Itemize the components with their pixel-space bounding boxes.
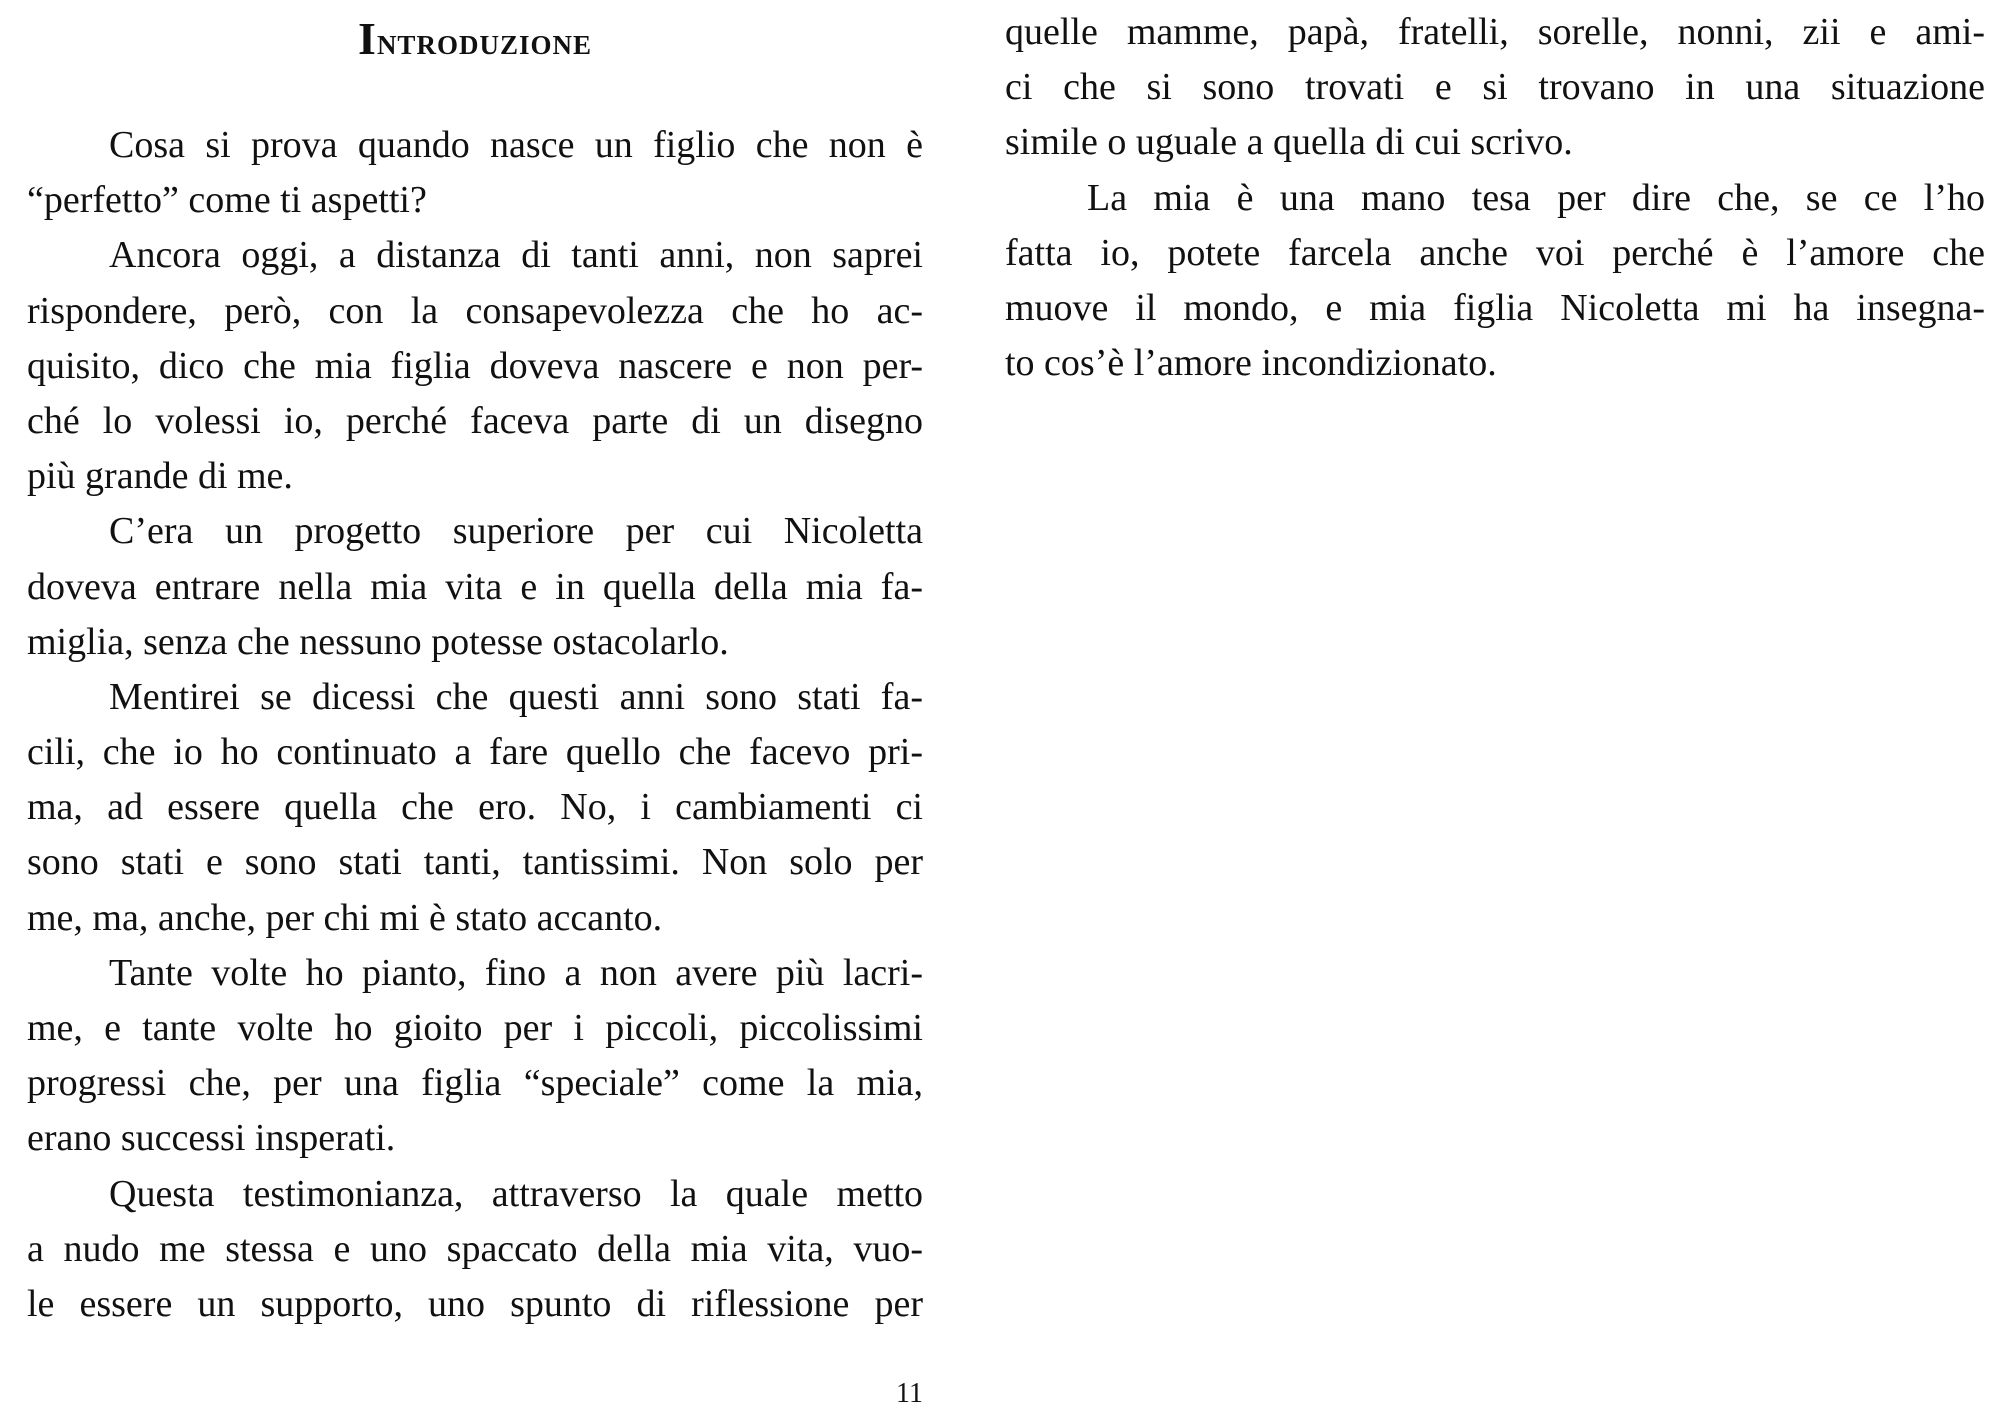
text-line: Mentirei se dicessi che questi anni sono stati fa-	[109, 675, 923, 718]
right-page	[1005, 0, 1985, 1425]
text-line: Tante volte ho pianto, fino a non avere più lacri-	[109, 951, 923, 994]
text-line: erano successi insperati.	[27, 1117, 396, 1160]
text-line: ma, ad essere quella che ero. No, i cambiamenti ci	[27, 786, 923, 829]
chapter-title-rest: ntroduzione	[376, 21, 592, 63]
text-line: sono stati e sono stati tanti, tantissimi. Non solo per	[27, 841, 923, 884]
text-line: me, ma, anche, per chi mi è stato accanto.	[27, 896, 663, 939]
text-line: cili, che io ho continuato a fare quello che facevo pri-	[27, 731, 923, 774]
text-line: Questa testimonianza, attraverso la quale metto	[109, 1172, 923, 1215]
left-page-body	[27, 118, 923, 1332]
text-line: Ancora oggi, a distanza di tanti anni, non saprei	[109, 234, 923, 277]
chapter-title-initial: I	[358, 13, 377, 64]
text-line: rispondere, però, con la consapevolezza che ho ac-	[27, 289, 923, 332]
text-line: miglia, senza che nessuno potesse ostacolarlo.	[27, 620, 729, 663]
text-line: La mia è una mano tesa per dire che, se ce l’ho	[1087, 176, 1985, 219]
text-line: ché lo volessi io, perché faceva parte di un disegno	[27, 399, 923, 442]
text-line: “perfetto” come ti aspetti?	[27, 179, 427, 222]
chapter-title	[27, 12, 923, 65]
text-line: quelle mamme, papà, fratelli, sorelle, nonni, zii e ami-	[1005, 11, 1985, 53]
text-line: simile o uguale a quella di cui scrivo.	[1005, 121, 1573, 164]
text-line: più grande di me.	[27, 455, 293, 498]
text-line: a nudo me stessa e uno spaccato della mia vita, vuo-	[27, 1227, 923, 1270]
left-page	[27, 0, 923, 1425]
text-line: to cos’è l’amore incondizionato.	[1005, 342, 1497, 385]
text-line: doveva entrare nella mia vita e in quella della mia fa-	[27, 565, 923, 608]
text-line: ci che si sono trovati e si trovano in una situazione	[1005, 66, 1985, 109]
right-page-body	[1005, 5, 1985, 391]
page-number: 11	[896, 1378, 923, 1409]
text-line: quisito, dico che mia figlia doveva nascere e non per-	[27, 344, 923, 387]
text-line: Cosa si prova quando nasce un figlio che non è	[109, 124, 923, 166]
text-line: me, e tante volte ho gioito per i piccoli, piccolissimi	[27, 1007, 923, 1049]
text-line: progressi che, per una figlia “speciale” come la mia,	[27, 1062, 923, 1105]
text-line: muove il mondo, e mia figlia Nicoletta mi ha insegna-	[1005, 286, 1985, 329]
text-line: fatta io, potete farcela anche voi perché è l’amore che	[1005, 231, 1985, 274]
text-line: C’era un progetto superiore per cui Nicoletta	[109, 510, 923, 553]
text-line: le essere un supporto, uno spunto di riflessione per	[27, 1282, 923, 1325]
